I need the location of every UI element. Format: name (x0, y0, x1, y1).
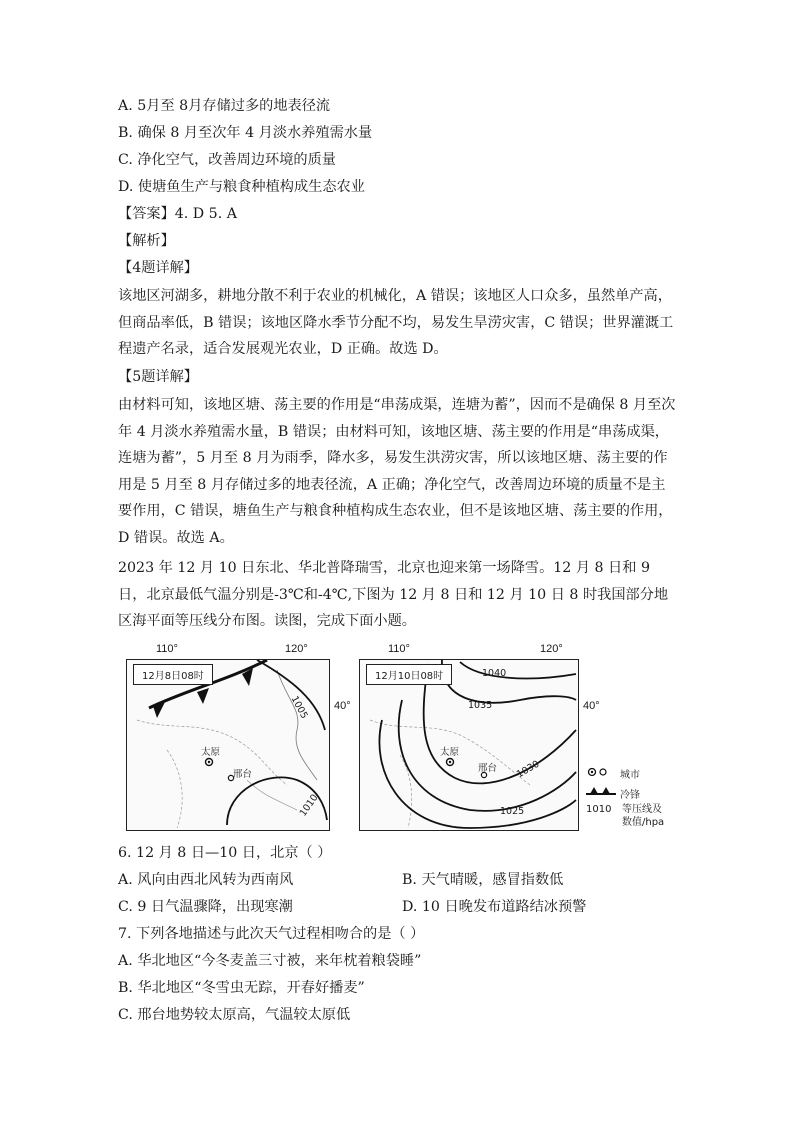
map2-isobar-1040: 1040 (482, 668, 507, 679)
q6-option-d: D. 10 日晚发布道路结冰预警 (402, 899, 587, 915)
map1-date: 12月8日08时 (133, 664, 213, 685)
q5-option-a: A. 5月至 8月存储过多的地表径流 (118, 98, 331, 114)
map2-date: 12月10日08时 (366, 664, 452, 685)
map1-lon-120: 120° (285, 643, 308, 655)
q7-stem: 7. 下列各地描述与此次天气过程相吻合的是（ ） (118, 926, 425, 942)
map1-city-taiyuan: 太原 (201, 747, 221, 758)
map2-isobar-1025: 1025 (500, 806, 525, 817)
q7-option-c: C. 邢台地势较太原高，气温较太原低 (118, 1007, 351, 1023)
analysis-title: 【解析】 (118, 233, 175, 249)
q5-option-c: C. 净化空气，改善周边环境的质量 (118, 152, 336, 168)
q6-option-a: A. 风向由西北风转为西南风 (118, 872, 294, 888)
map1-isobar-1005: 1005 (288, 694, 310, 721)
q5-title: 【5题详解】 (118, 369, 198, 385)
q6-stem: 6. 12 月 8 日—10 日，北京（ ） (118, 845, 332, 861)
answer-line: 【答案】4. D 5. A (118, 206, 237, 222)
legend-isobar-sample: 1010 (586, 804, 612, 815)
intro-paragraph: 2023 年 12 月 10 日东北、华北普降瑞雪，北京也迎来第一场降雪。12 月 8 日和 9 日，北京最低气温分别是-3℃和-4℃,下图为 12 月 8 日和 12 月 10 日 8 时我国部分地区海平面等压线分布图。读图，完成下面小题。 (118, 560, 669, 629)
q6-option-c: C. 9 日气温骤降，出现寒潮 (118, 899, 293, 915)
legend-front-label: 冷锋 (620, 790, 640, 801)
map1-isobar-1010: 1010 (297, 792, 321, 819)
q7-option-a: A. 华北地区“今冬麦盖三寸被，来年枕着粮袋睡” (118, 953, 422, 969)
q4-title: 【4题详解】 (118, 260, 198, 276)
map1-lon-110: 110° (156, 643, 178, 655)
q7-option-b: B. 华北地区“冬雪虫无踪，开春好播麦” (118, 980, 365, 996)
q5-option-d: D. 使塘鱼生产与粮食种植构成生态农业 (118, 179, 365, 195)
map-dec-8 (126, 659, 330, 831)
map2-lon-120: 120° (540, 643, 563, 655)
map2-city-taiyuan: 太原 (440, 747, 460, 758)
q6-option-b: B. 天气晴暖，感冒指数低 (402, 872, 564, 888)
legend-isobar-label-1: 等压线及 (622, 804, 662, 815)
map-dec-10 (359, 659, 579, 831)
q5-option-b: B. 确保 8 月至次年 4 月淡水养殖需水量 (118, 125, 373, 141)
map2-lat-40: 40° (583, 700, 600, 712)
map1-city-xingtai: 邢台 (233, 769, 253, 780)
map1-lat-40: 40° (334, 700, 351, 712)
map2-isobar-1030: 1030 (514, 758, 542, 781)
legend-city-label: 城市 (620, 770, 640, 781)
legend-isobar-label-2: 数值/hpa (622, 817, 665, 828)
map2-lon-110: 110° (388, 643, 410, 655)
map2-isobar-1035: 1035 (468, 700, 493, 711)
map2-city-xingtai: 邢台 (478, 763, 498, 774)
q4-explanation: 该地区河湖多，耕地分散不利于农业的机械化，A 错误；该地区人口众多，虽然单产高，但商品率低，B 错误；该地区降水季节分配不均，易发生旱涝灾害，C 错误；世界灌溉工程遗产名录，适合发展观光农业，D 正确。故选 D。 (118, 288, 674, 357)
q5-explanation: 由材料可知，该地区塘、荡主要的作用是“串荡成渠，连塘为蓄”，因而不是确保 8 月至次年 4 月淡水养殖需水量，B 错误；由材料可知，该地区塘、荡主要的作用是“串荡成渠，连塘为蓄”，5 月至 8 月为雨季，降水多，易发生洪涝灾害，所以该地区塘、荡主要的作用是 5 月至 8 月存储过多的地表径流，A 正确；净化空气，改善周边环境的质量不是主要作用，C 错误，塘鱼生产与粮食种植构成生态农业，但不是该地区塘、荡主要的作用，D 错误。故选 A。 (118, 397, 676, 546)
